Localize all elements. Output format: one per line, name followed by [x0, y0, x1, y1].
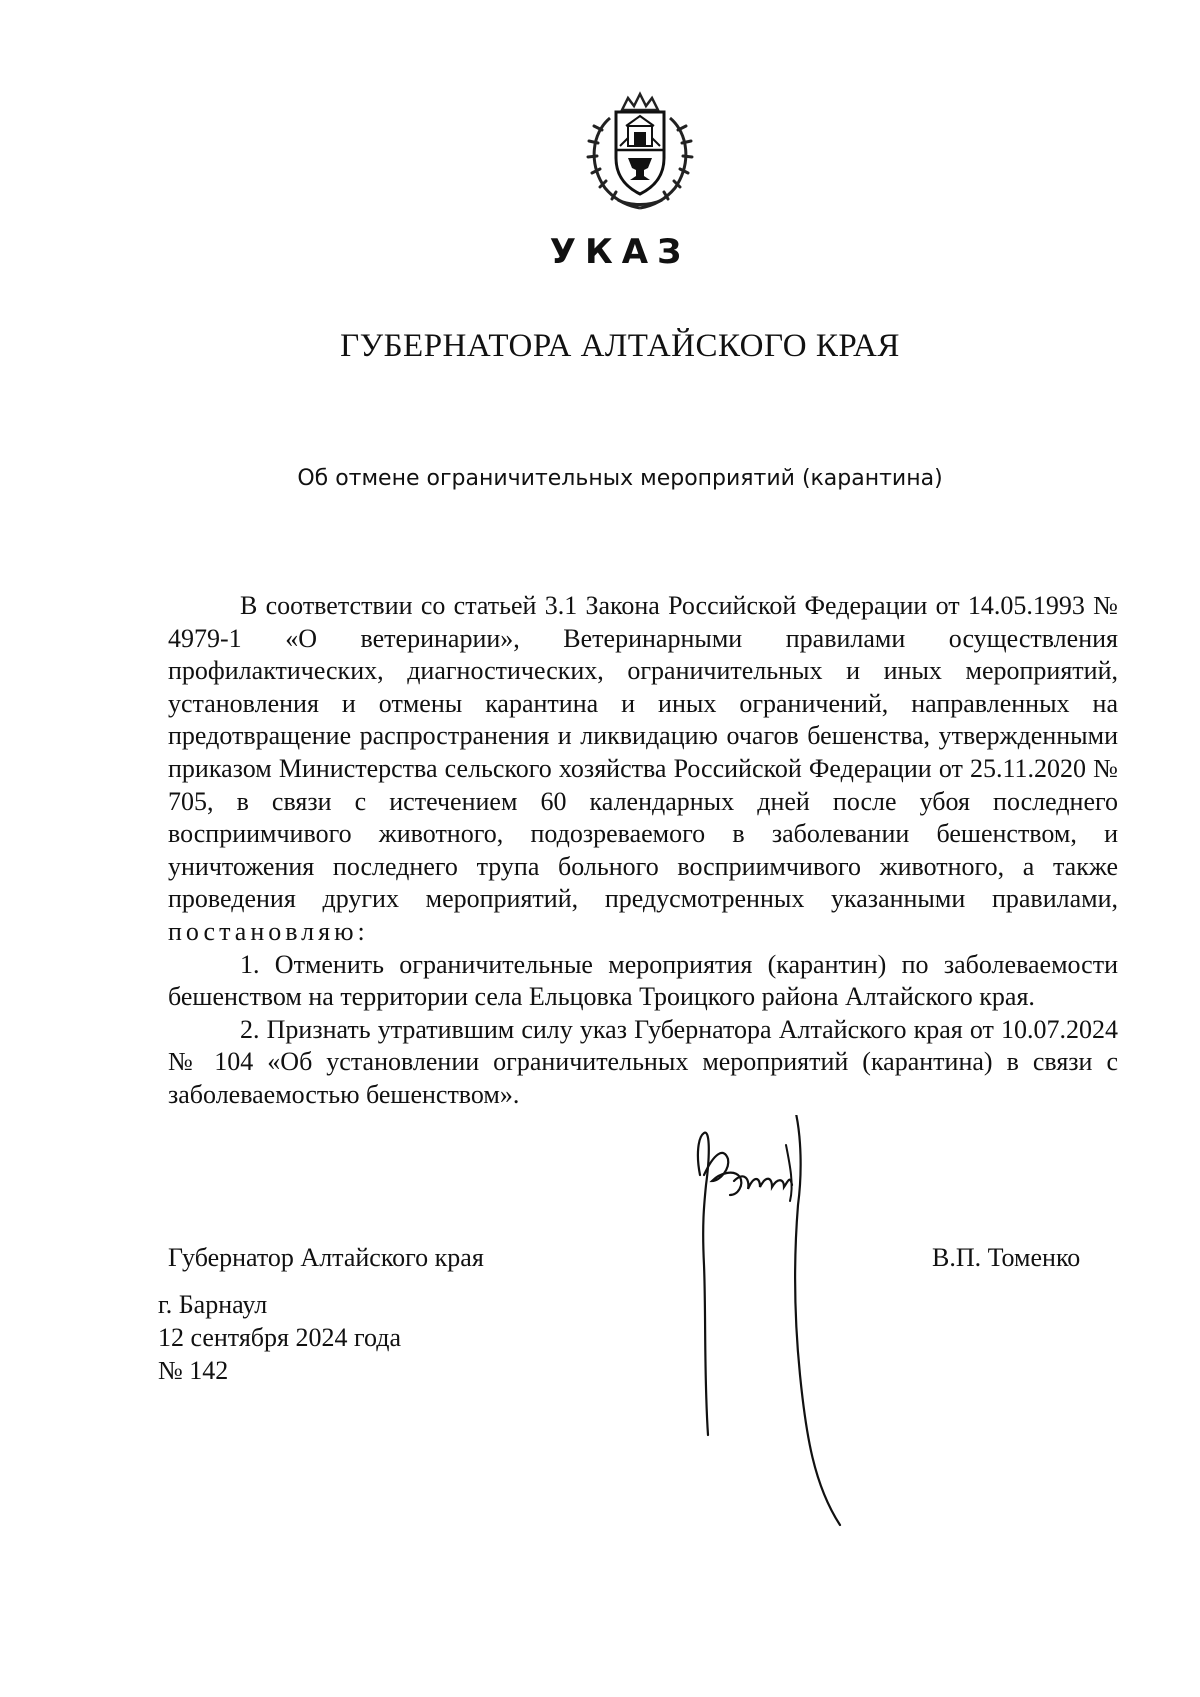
preamble-paragraph: [168, 590, 1118, 949]
document-type-title: УКАЗ: [549, 232, 691, 272]
preamble-text: В соответствии со статьей 3.1 Закона Российской Федерации от 14.05.1993 № 4979-1 «О ветеринарии», Ветеринарными правилами осуществления профилактических, диагностических, ограничительных и иных мероприятий, установления и отмены карантина и иных ограничений, направленных на предотвращение распространения и ликвидацию очагов бешенства, утвержденными приказом Министерства сельского хозяйства Российской Федерации от 25.11.2020 № 705, в связи с истечением 60 календарных дней после убоя последнего восприимчивого животного, подозреваемого в заболевании бешенством, и уничтожения последнего трупа больного восприимчивого животного, а также проведения других мероприятий, предусмотренных указанными правилами,: [168, 591, 1118, 914]
issue-date: 12 сентября 2024 года: [158, 1323, 402, 1352]
item-1-paragraph: 1. Отменить ограничительные мероприятия (карантин) по заболеваемости бешенством на территории села Ельцовка Троицкого района Алтайского края.: [168, 949, 1118, 1012]
decree-word: постановляю:: [168, 916, 369, 946]
decree-body: [168, 590, 1118, 1112]
issue-number: № 142: [158, 1356, 229, 1385]
issue-place: г. Барнаул: [158, 1290, 268, 1319]
issuer-title: ГУБЕРНАТОРА АЛТАЙСКОГО КРАЯ: [340, 328, 900, 364]
decree-subject: Об отмене ограничительных мероприятий (карантина): [297, 466, 943, 491]
issue-details: [158, 1288, 401, 1387]
altai-krai-coat-of-arms-icon: [570, 88, 710, 213]
item-2-paragraph: 2. Признать утратившим силу указ Губернатора Алтайского края от 10.07.2024 № 104 «Об установлении ограничительных мероприятий (карантина) в связи с заболеваемостью бешенством».: [168, 1014, 1118, 1109]
signatory-name: В.П. Томенко: [932, 1243, 1081, 1272]
handwritten-signature-icon: [690, 1115, 860, 1535]
signatory-position: Губернатор Алтайского края: [168, 1243, 484, 1272]
